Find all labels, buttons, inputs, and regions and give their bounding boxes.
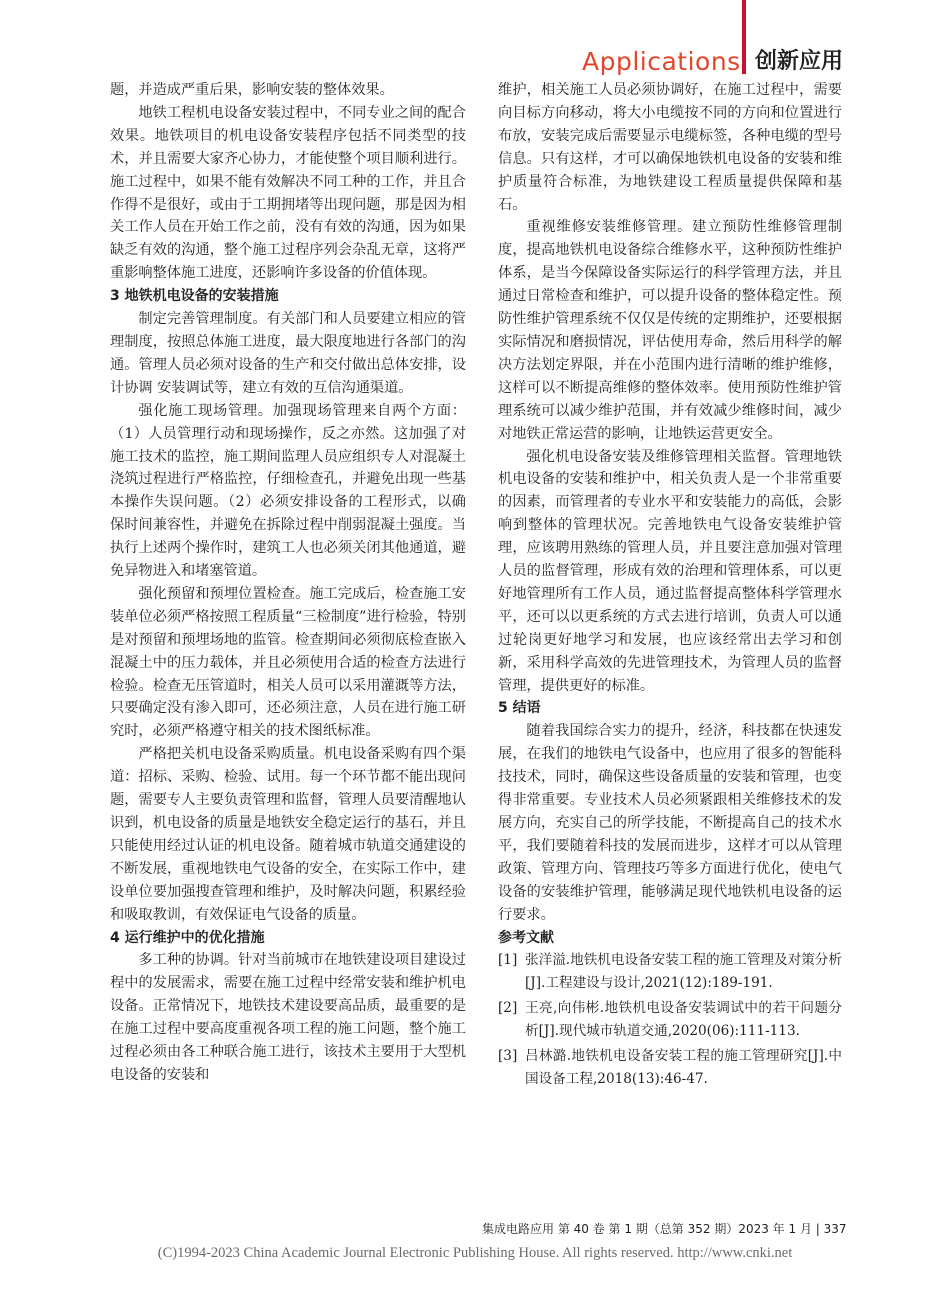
reference-item (498, 949, 842, 995)
paragraph: 多工种的协调。针对当前城市在地铁建设项目建设过程中的发展需求，需要在施工过程中经常安装和维护机电设备。正常情况下，地铁技术建设要高品质，最重要的是在施工过程中要高度重视各项工程的施工问题，整个施工过程必须由各工种联合施工进行，该技术主要用于大型机电设备的安装和 (110, 952, 466, 1083)
reference-number: [3] (498, 1048, 518, 1065)
journal-footer: 集成电路应用 第 40 卷 第 1 期（总第 352 期）2023 年 1 月 | 337 (482, 1222, 847, 1236)
right-column (498, 79, 842, 1093)
paragraph: 严格把关机电设备采购质量。机电设备采购有四个渠道：招标、采购、检验、试用。每一个环节都不能出现问题，需要专人主要负责管理和监督，管理人员要清醒地认识到，机电设备的质量是地铁安全稳定运行的基石，并且只能使用经过认证的机电设备。随着城市轨道交通建设的不断发展，重视地铁电气设备的安全，在实际工作中，建设单位要加强搜查管理和维护，及时解决问题，积累经验和吸取教训，有效保证电气设备的质量。 (110, 746, 466, 923)
section-heading-3: 3 地铁机电设备的安装措施 (110, 288, 279, 305)
reference-text: 张洋溢.地铁机电设备安装工程的施工管理及对策分析[J].工程建设与设计,2021(12):189-191. (525, 952, 842, 992)
reference-text: 吕林潞.地铁机电设备安装工程的施工管理研究[J].中国设备工程,2018(13):46-47. (525, 1048, 842, 1087)
section-title-en: Applications (582, 47, 741, 76)
reference-number: [2] (498, 1000, 518, 1017)
references-heading: 参考文献 (498, 929, 554, 946)
paragraph: 强化施工现场管理。加强现场管理来自两个方面：（1）人员管理行动和现场操作，反之亦然。这加强了对施工技术的监控，施工期间监理人员应组织专人对混凝土浇筑过程进行严格监控，仔细检查孔，并避免出现一些基本操作失误问题。（2）必须安排设备的工程形式，以确保时间兼容性，并避免在拆除过程中削弱混凝土强度。当执行上述两个操作时，建筑工人也必须关闭其他通道，避免异物进入和堵塞管道。 (110, 402, 466, 580)
paragraph: 强化预留和预埋位置检查。施工完成后，检查施工安装单位必须严格按照工程质量“三检制度”进行检验，特别是对预留和预埋场地的监管。检查期间必须彻底检查嵌入混凝土中的压力载体，并且必须使用合适的检查方法进行检验。检查无压管道时，相关人员可以采用灌溉等方法，只要确定没有渗入即可，还必须注意，人员在进行施工研究时，必须严格遵守相关的技术图纸标准。 (110, 585, 466, 740)
section-heading-4: 4 运行维护中的优化措施 (110, 929, 265, 946)
section-heading-5: 5 结语 (498, 700, 541, 717)
paragraph: 维护，相关施工人员必须协调好，在施工过程中，需要向目标方向移动，将大小电缆按不同的方向和位置进行布放，安装完成后需要显示电缆标签，各种电缆的型号信息。只有这样，才可以确保地铁机电设备的安装和维护质量符合标准，为地铁建设工程质量提供保障和基石。 (498, 82, 842, 213)
paragraph: 强化机电设备安装及维修管理相关监督。管理地铁机电设备的安装和维护中，相关负责人是一个非常重要的因素，而管理者的专业水平和安装能力的高低，会影响到整体的管理状况。完善地铁电气设备安装维护管理，应该聘用熟练的管理人员，并且要注意加强对管理人员的监督管理，形成有效的治理和管理体系，可以更好地管理所有工作人员，通过监督提高整体科学管理水平，还可以以更系统的方式去进行培训，负责人可以通过轮岗更好地学习和发展，也应该经常出去学习和创新，采用科学高效的先进管理技术，为管理人员的监督管理，提供更好的标准。 (498, 448, 842, 694)
left-column (110, 79, 466, 1087)
header-divider-bar (742, 0, 746, 74)
page-header (0, 0, 950, 80)
paragraph: 题，并造成严重后果，影响安装的整体效果。 (110, 82, 394, 98)
paragraph: 制定完善管理制度。有关部门和人员要建立相应的管理制度，按照总体施工进度，最大限度地进行各部门的沟通。管理人员必须对设备的生产和交付做出总体安排，设计协调 安装调试等，建立有效的互信沟通渠道。 (110, 311, 466, 396)
section-title-cn: 创新应用 (755, 49, 844, 74)
reference-item (498, 1045, 842, 1091)
reference-text: 王亮,向伟彬.地铁机电设备安装调试中的若干问题分析[J].现代城市轨道交通,2020(06):111-113. (525, 1000, 842, 1040)
paragraph: 地铁工程机电设备安装过程中，不同专业之间的配合效果。地铁项目的机电设备安装程序包括不同类型的技术，并且需要大家齐心协力，才能使整个项目顺利进行。施工过程中，如果不能有效解决不同工种的工作，并且合作得不是很好，或由于工期拥堵等出现问题，那是因为相关工作人员在开始工作之前，没有有效的沟通，因为如果缺乏有效的沟通，整个施工过程序列会杂乱无章，这将严重影响整体施工进度，还影响许多设备的价值体现。 (110, 104, 466, 282)
references-list (498, 949, 842, 1090)
copyright-notice: (C)1994-2023 China Academic Journal Electronic Publishing House. All rights reserved. http://www.cnki.net (157, 1245, 793, 1261)
reference-number: [1] (498, 952, 518, 969)
reference-item (498, 997, 842, 1043)
paragraph: 随着我国综合实力的提升，经济，科技都在快速发展，在我们的地铁电气设备中，也应用了很多的智能科技技术，同时，确保这些设备质量的安装和管理，也变得非常重要。专业技术人员必须紧跟相关维修技术的发展方向，充实自己的所学技能，不断提高自己的技术水平，我们要随着科技的发展而进步，这样才可以从管理政策、管理方向、管理技巧等多方面进行优化，使电气设备的安装维护管理，能够满足现代地铁机电设备的运行要求。 (498, 723, 842, 923)
paragraph: 重视维修安装维修管理。建立预防性维修管理制度，提高地铁机电设备综合维修水平，这种预防性维护体系，是当今保障设备实际运行的科学管理方法，并且通过日常检查和维护，可以提升设备的整体稳定性。预防性维护管理系统不仅仅是传统的定期维护，还要根据实际情况和磨损情况，评估使用寿命，然后用科学的解决方法划定界限，并在小范围内进行清晰的维护维修，这样可以不断提高维修的整体效率。使用预防性维护管理系统可以减少维护范围，并有效减少维修时间，减少对地铁正常运营的影响，让地铁运营更安全。 (498, 219, 842, 442)
